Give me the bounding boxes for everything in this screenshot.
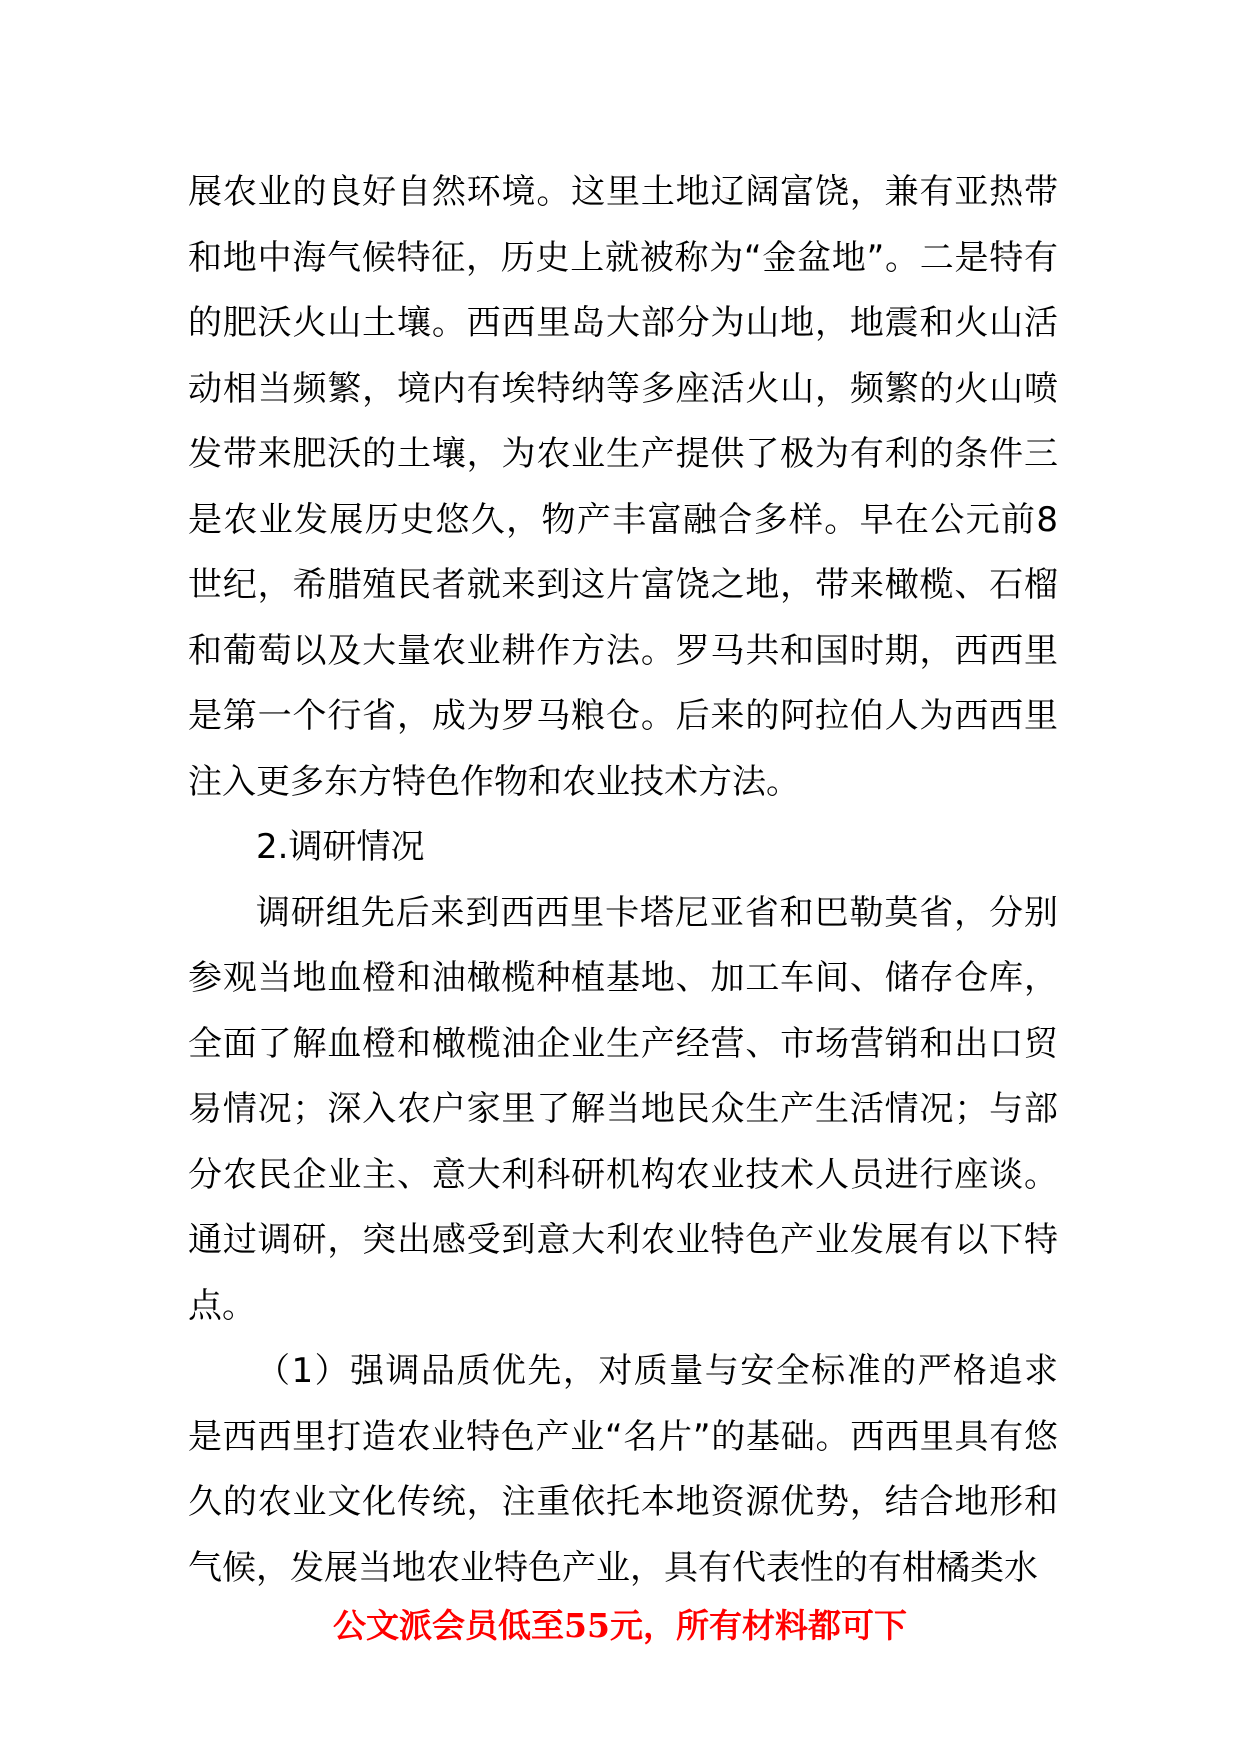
paragraph-quality-first: （1）强调品质优先，对质量与安全标准的严格追求是西西里打造农业特色产业“名片”的基础。西西里具有悠久的农业文化传统，注重依托本地资源优势，结合地形和气候，发展当地农业特色产业，具有代表性的有柑橘类水 [188,1351,1058,1588]
paragraph-research-overview: 调研组先后来到西西里卡塔尼亚省和巴勒莫省，分别参观当地血橙和油橄榄种植基地、加工车间、储存仓库，全面了解血橙和橄榄油企业生产经营、市场营销和出口贸易情况；深入农户家里了解当地民众生产生活情况；与部分农民企业主、意大利科研机构农业技术人员进行座谈。通过调研，突出感受到意大利农业特色产业发展有以下特点。 [188,892,1058,1326]
section-heading-research: 2.调研情况 [256,827,425,867]
document-body [188,160,1058,1601]
paragraph-background: 展农业的良好自然环境。这里土地辽阔富饶，兼有亚热带和地中海气候特征，历史上就被称为“金盆地”。二是特有的肥沃火山土壤。西西里岛大部分为山地，地震和火山活动相当频繁，境内有埃特纳等多座活火山，频繁的火山喷发带来肥沃的土壤，为农业生产提供了极为有利的条件三是农业发展历史悠久，物产丰富融合多样。早在公元前8世纪，希腊殖民者就来到这片富饶之地，带来橄榄、石榴和葡萄以及大量农业耕作方法。罗马共和国时期，西西里是第一个行省，成为罗马粮仓。后来的阿拉伯人为西西里注入更多东方特色作物和农业技术方法。 [188,172,1058,802]
footer-promo-banner: 公文派会员低至55元，所有材料都可下 [333,1606,907,1645]
